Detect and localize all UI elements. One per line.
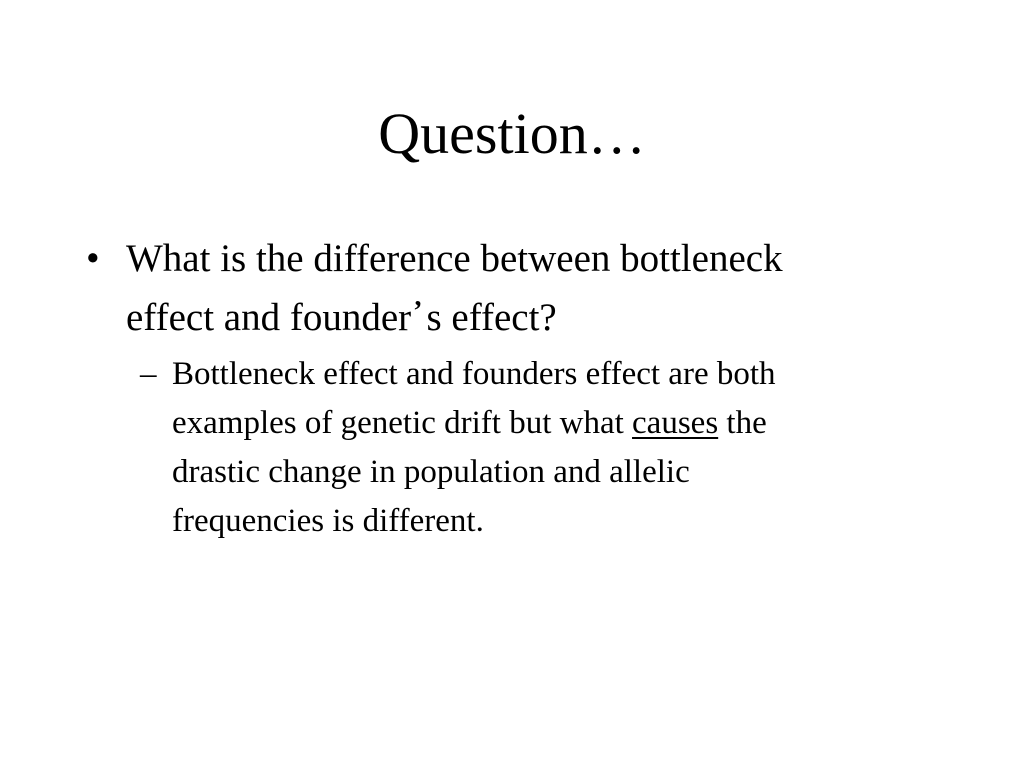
sub-bullet-line-4: frequencies is different. <box>172 503 484 539</box>
bullet-question-line-2-end: s effect? <box>426 296 557 339</box>
underlined-causes: causes <box>632 405 719 441</box>
sub-bullet-line-3: drastic change in population and allelic <box>172 454 690 490</box>
sub-bullet-line-2 <box>172 399 940 448</box>
bullet-question <box>86 232 916 344</box>
bullet-question-line-2 <box>126 285 916 344</box>
apostrophe-glyph: ’ <box>413 296 423 327</box>
bullet-marker: • <box>86 237 100 280</box>
slide-title: Question… <box>378 101 646 166</box>
bullet-question-line-2-start: effect and founder <box>126 296 412 339</box>
sub-bullet-answer <box>140 350 940 546</box>
sub-bullet-line-1: Bottleneck effect and founders effect are both <box>172 356 776 392</box>
bullet-question-line-1: What is the difference between bottleneck <box>126 237 783 280</box>
dash-marker: – <box>140 356 157 392</box>
sub-bullet-line-2-end: the <box>718 405 767 441</box>
sub-bullet-line-2-start: examples of genetic drift but what <box>172 405 633 441</box>
